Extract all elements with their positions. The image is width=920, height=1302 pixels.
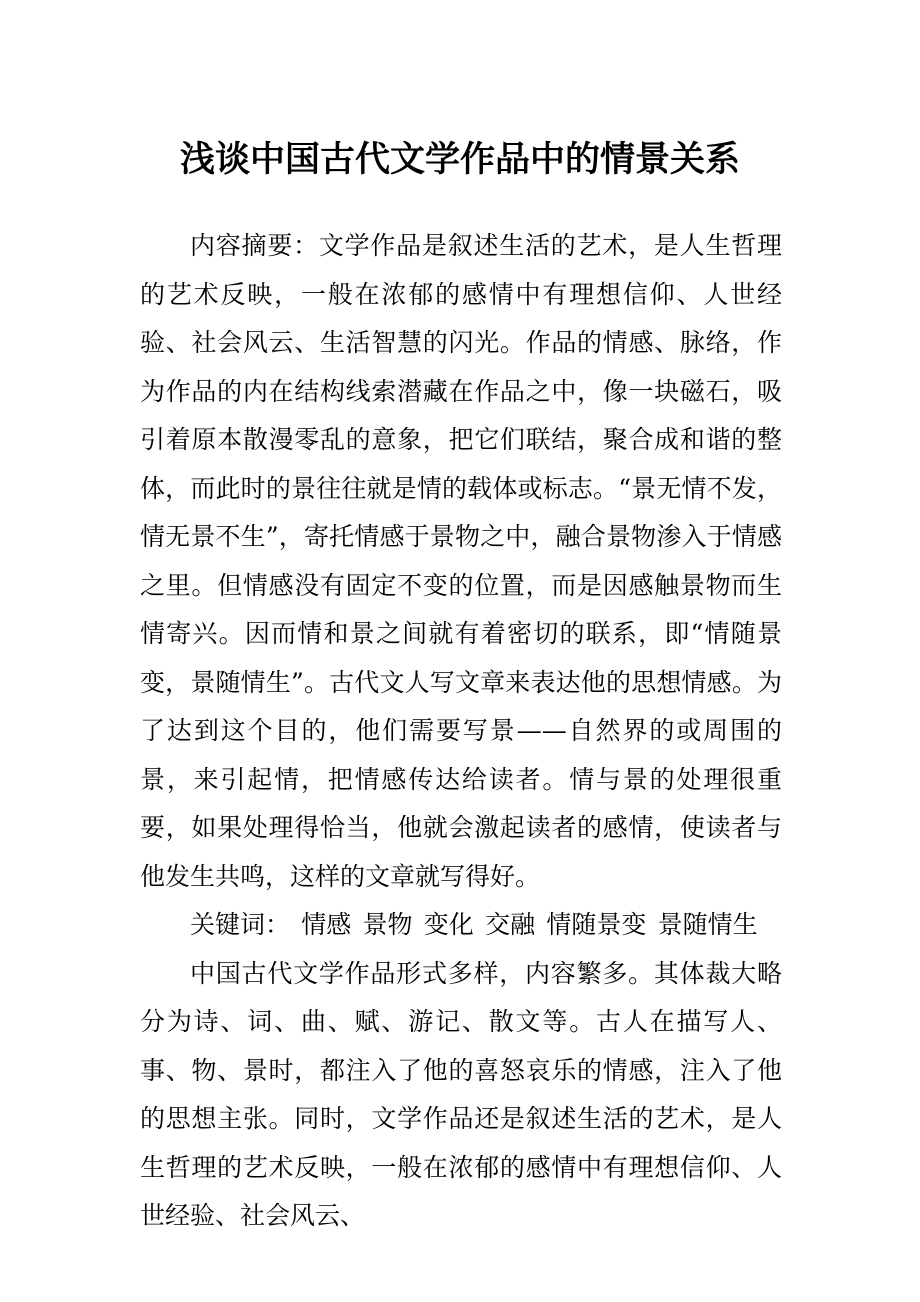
document-body (140, 222, 782, 1241)
keyword-item: 景随情生 (657, 910, 758, 939)
keyword-item: 景物 (362, 910, 413, 939)
document-title: 浅谈中国古代文学作品中的情景关系 (179, 140, 740, 181)
keyword-item: 变化 (423, 910, 474, 939)
keywords-label: 关键词： (190, 910, 291, 939)
keyword-item: 情感 (301, 910, 352, 939)
body-paragraph: 中国古代文学作品形式多样，内容繁多。其体裁大略分为诗、词、曲、赋、游记、散文等。古人在描写人、事、物、景时，都注入了他的喜怒哀乐的情感，注入了他的思想主张。同时，文学作品还是叙述生活的艺术，是人生哲理的艺术反映，一般在浓郁的感情中有理想信仰、人世经验、社会风云、 (140, 958, 782, 1230)
keywords-line (140, 901, 782, 950)
keyword-item: 交融 (485, 910, 536, 939)
abstract-paragraph: 内容摘要：文学作品是叙述生活的艺术，是人生哲理的艺术反映，一般在浓郁的感情中有理想信仰、人世经验、社会风云、生活智慧的闪光。作品的情感、脉络，作为作品的内在结构线索潜藏在作品之中，像一块磁石，吸引着原本散漫零乱的意象，把它们联结，聚合成和谐的整体，而此时的景往往就是情的载体或标志。“景无情不发，情无景不生”，寄托情感于景物之中，融合景物渗入于情感之里。但情感没有固定不变的位置，而是因感触景物而生情寄兴。因而情和景之间就有着密切的联系，即“情随景变，景随情生”。古代文人写文章来表达他的思想情感。为了达到这个目的，他们需要写景——自然界的或周围的景，来引起情，把情感传达给读者。情与景的处理很重要，如果处理得恰当，他就会激起读者的感情，使读者与他发生共鸣，这样的文章就写得好。 (140, 231, 782, 891)
keyword-item: 情随景变 (546, 910, 647, 939)
